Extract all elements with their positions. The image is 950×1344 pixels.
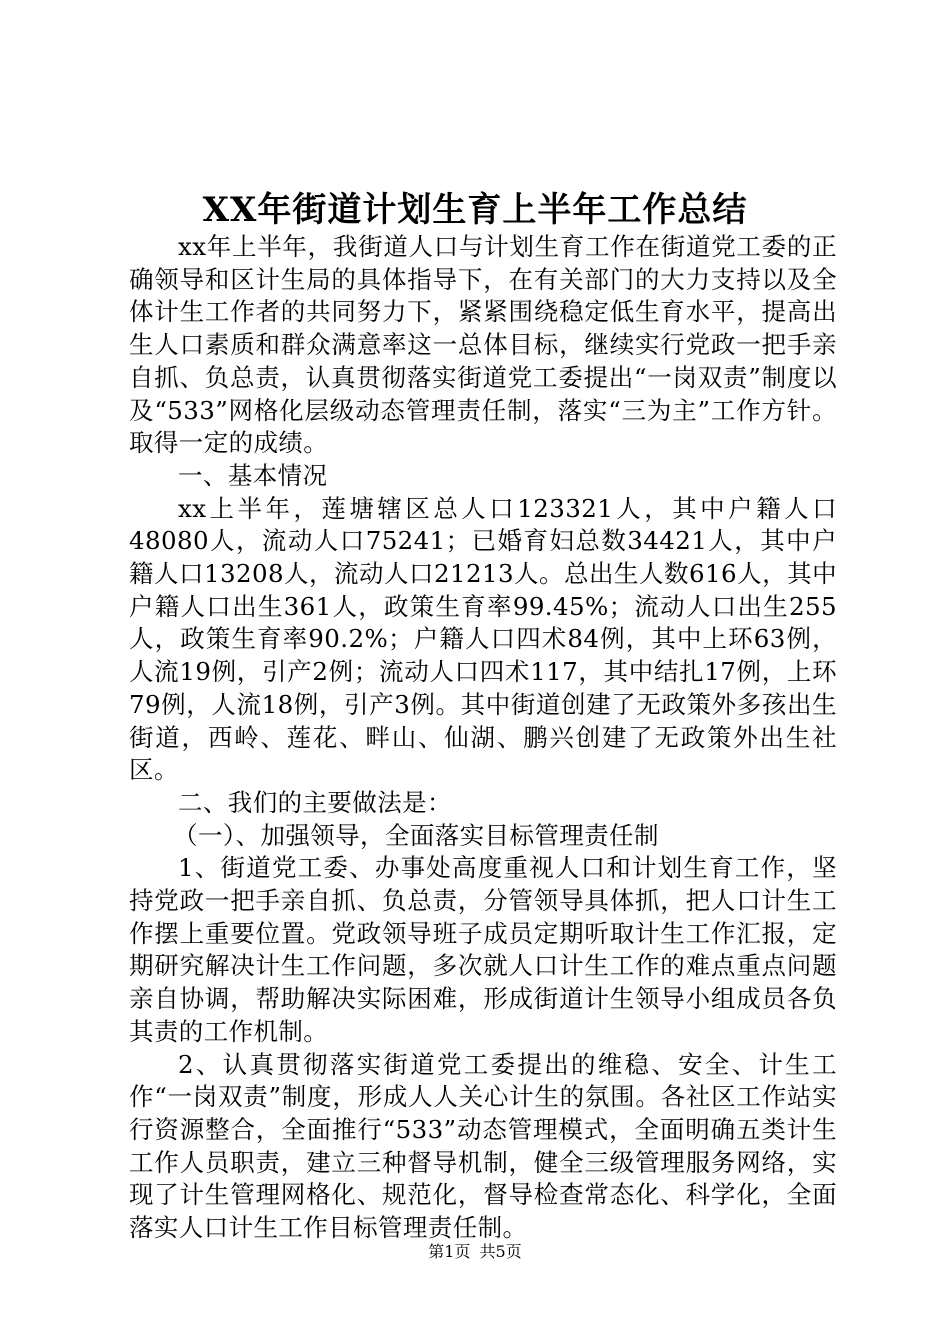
subsection-heading-leadership: （一）、加强领导，全面落实目标管理责任制 (173, 820, 659, 850)
paragraph-item-2: 2、认真贯彻落实街道党工委提出的维稳、安全、计生工作“一岗双责”制度，形成人人关心计生的氛围。各社区工作站实行资源整合，全面推行“533”动态管理模式，全面明确五类计生工作人员职责，建立三种督导机制，健全三级管理服务网络，实现了计生管理网格化、规范化，督导检查常态化、科学化，全面落实人口计生工作目标管理责任制。 (129, 1049, 837, 1243)
page-number: 第1页 (428, 1242, 471, 1261)
paragraph-basic-info: xx上半年，莲塘辖区总人口123321人，其中户籍人口48080人，流动人口75241；已婚育妇总数34421人，其中户籍人口13208人，流动人口21213人。总出生人数616人，其中户籍人口出生361人，政策生育率99.45%；流动人口出生255人，政策生育率90.2%；户籍人口四术84例，其中上环63例，人流19例，引产2例；流动人口四术117，其中结扎17例，上环79例，人流18例，引产3例。其中街道创建了无政策外多孩出生街道，西岭、莲花、畔山、仙湖、鹏兴创建了无政策外出生社区。 (129, 493, 837, 785)
section-heading-basic-info: 一、基本情况 (178, 460, 328, 490)
paragraph-intro: xx年上半年，我街道人口与计划生育工作在街道党工委的正确领导和区计生局的具体指导下，在有关部门的大力支持以及全体计生工作者的共同努力下，紧紧围绕稳定低生育水平，提高出生人口素质和群众满意率这一总体目标，继续实行党政一把手亲自抓、负总责，认真贯彻落实街道党工委提出“一岗双责”制度以及“533”网格化层级动态管理责任制，落实“三为主”工作方针。取得一定的成绩。 (129, 232, 837, 458)
document-title: XX年街道计划生育上半年工作总结 (202, 190, 748, 230)
section-heading-main-practices: 二、我们的主要做法是： (178, 787, 452, 817)
page-total: 共5页 (479, 1242, 522, 1261)
document-body (129, 231, 837, 1245)
paragraph-item-1: 1、街道党工委、办事处高度重视人口和计划生育工作，坚持党政一把手亲自抓、负总责，分管领导具体抓，把人口计生工作摆上重要位置。党政领导班子成员定期听取计生工作汇报，定期研究解决计生工作问题，多次就人口计生工作的难点重点问题亲自协调，帮助解决实际困难，形成街道计生领导小组成员各负其责的工作机制。 (129, 853, 837, 1046)
page-footer (0, 1241, 950, 1263)
